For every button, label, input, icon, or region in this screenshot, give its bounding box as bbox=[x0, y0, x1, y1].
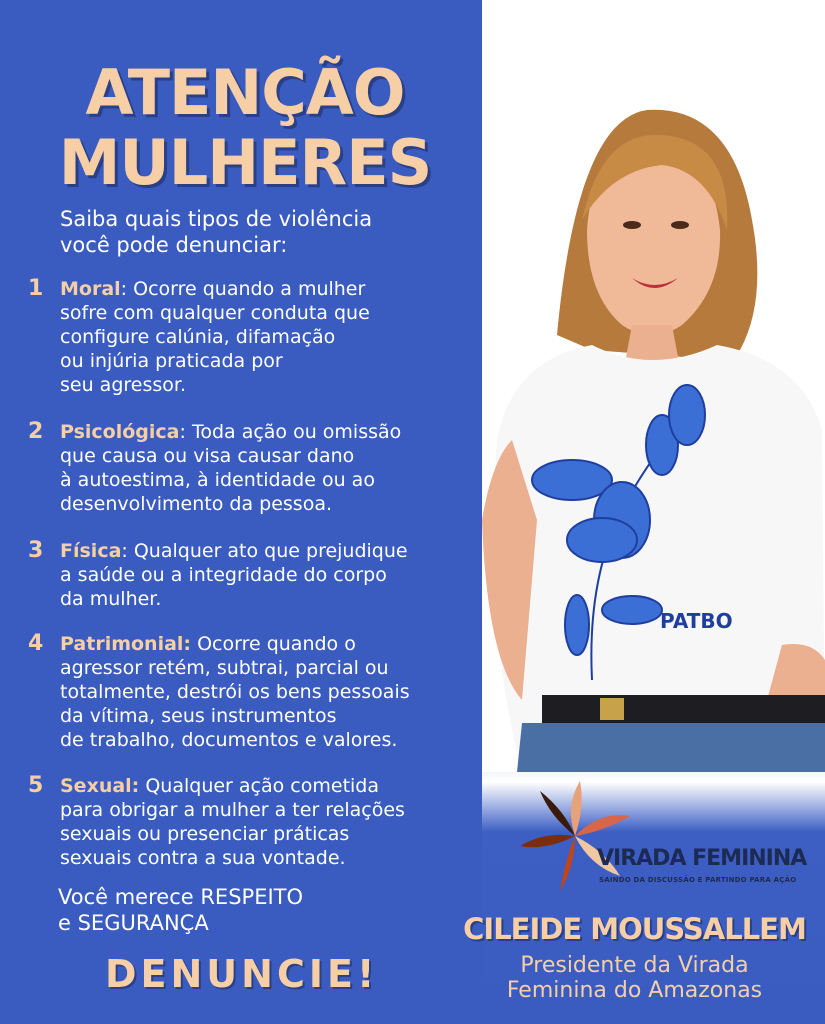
logo-name: VIRADA FEMININA bbox=[597, 846, 807, 871]
item-line: Ocorre quando a mulher bbox=[127, 278, 366, 300]
item-line: da vítima, seus instrumentos bbox=[60, 705, 337, 727]
item-line: ou injúria praticada por bbox=[60, 350, 283, 372]
item-line: sexuais ou presenciar práticas bbox=[60, 823, 350, 845]
shirt-brand-text: PATBO bbox=[660, 609, 733, 633]
signature-role-line-1: Presidente da Virada bbox=[520, 953, 749, 978]
item-number: 1 bbox=[28, 276, 44, 301]
item-line: Ocorre quando o bbox=[191, 633, 356, 655]
item-separator: : bbox=[121, 540, 128, 562]
intro-line-1: Saiba quais tipos de violência bbox=[60, 207, 373, 231]
logo-tagline: SAINDO DA DISCUSSÃO E PARTINDO PARA AÇÃO bbox=[599, 876, 797, 884]
item-body bbox=[60, 420, 465, 516]
item-line: totalmente, destrói os bens pessoais bbox=[60, 681, 410, 703]
item-line: da mulher. bbox=[60, 588, 162, 610]
item-body bbox=[60, 774, 465, 870]
item-line: à autoestima, à identidade ou ao bbox=[60, 469, 375, 491]
item-line: sexuais contra a sua vontade. bbox=[60, 847, 346, 869]
item-number: 4 bbox=[28, 631, 44, 656]
item-keyword: Patrimonial: bbox=[60, 633, 192, 655]
item-separator: : bbox=[179, 421, 186, 443]
closing-message bbox=[58, 884, 303, 936]
cta-denuncie: DENUNCIE! bbox=[105, 952, 379, 996]
item-keyword: Psicológica bbox=[60, 421, 180, 443]
item-line: configure calúnia, difamação bbox=[60, 326, 336, 348]
item-line: que causa ou visa causar dano bbox=[60, 445, 355, 467]
item-body bbox=[60, 632, 465, 752]
item-keyword: Moral bbox=[60, 278, 121, 300]
item-separator: : bbox=[120, 278, 128, 300]
closing-line-1: Você merece RESPEITO bbox=[58, 885, 304, 909]
intro-line-2: você pode denunciar: bbox=[60, 233, 288, 257]
item-line: Toda ação ou omissão bbox=[185, 421, 402, 443]
item-line: para obrigar a mulher a ter relações bbox=[60, 799, 405, 821]
item-line: seu agressor. bbox=[60, 374, 186, 396]
item-number: 3 bbox=[28, 538, 44, 563]
item-line: a saúde ou a integridade do corpo bbox=[60, 564, 387, 586]
woman-portrait-image bbox=[482, 100, 825, 772]
item-line: agressor retém, subtrai, parcial ou bbox=[60, 657, 389, 679]
headline-line-1: ATENÇÃO bbox=[85, 56, 405, 129]
intro-text bbox=[60, 206, 460, 258]
headline-line-2: MULHERES bbox=[58, 126, 432, 199]
item-keyword: Física bbox=[60, 540, 122, 562]
item-body bbox=[60, 539, 465, 611]
item-line: Qualquer ação cometida bbox=[139, 775, 379, 797]
signature-name: CILEIDE MOUSSALLEM bbox=[463, 912, 806, 946]
item-line: de trabalho, documentos e valores. bbox=[60, 729, 398, 751]
virada-feminina-logo-icon bbox=[490, 776, 790, 906]
item-line: Qualquer ato que prejudique bbox=[127, 540, 408, 562]
item-line: sofre com qualquer conduta que bbox=[60, 302, 370, 324]
closing-line-2: e SEGURANÇA bbox=[58, 911, 209, 935]
item-number: 5 bbox=[28, 773, 44, 798]
item-number: 2 bbox=[28, 419, 44, 444]
item-body bbox=[60, 277, 465, 397]
item-keyword: Sexual: bbox=[60, 775, 140, 797]
item-line: desenvolvimento da pessoa. bbox=[60, 493, 333, 515]
signature-role-line-2: Feminina do Amazonas bbox=[506, 978, 763, 1003]
